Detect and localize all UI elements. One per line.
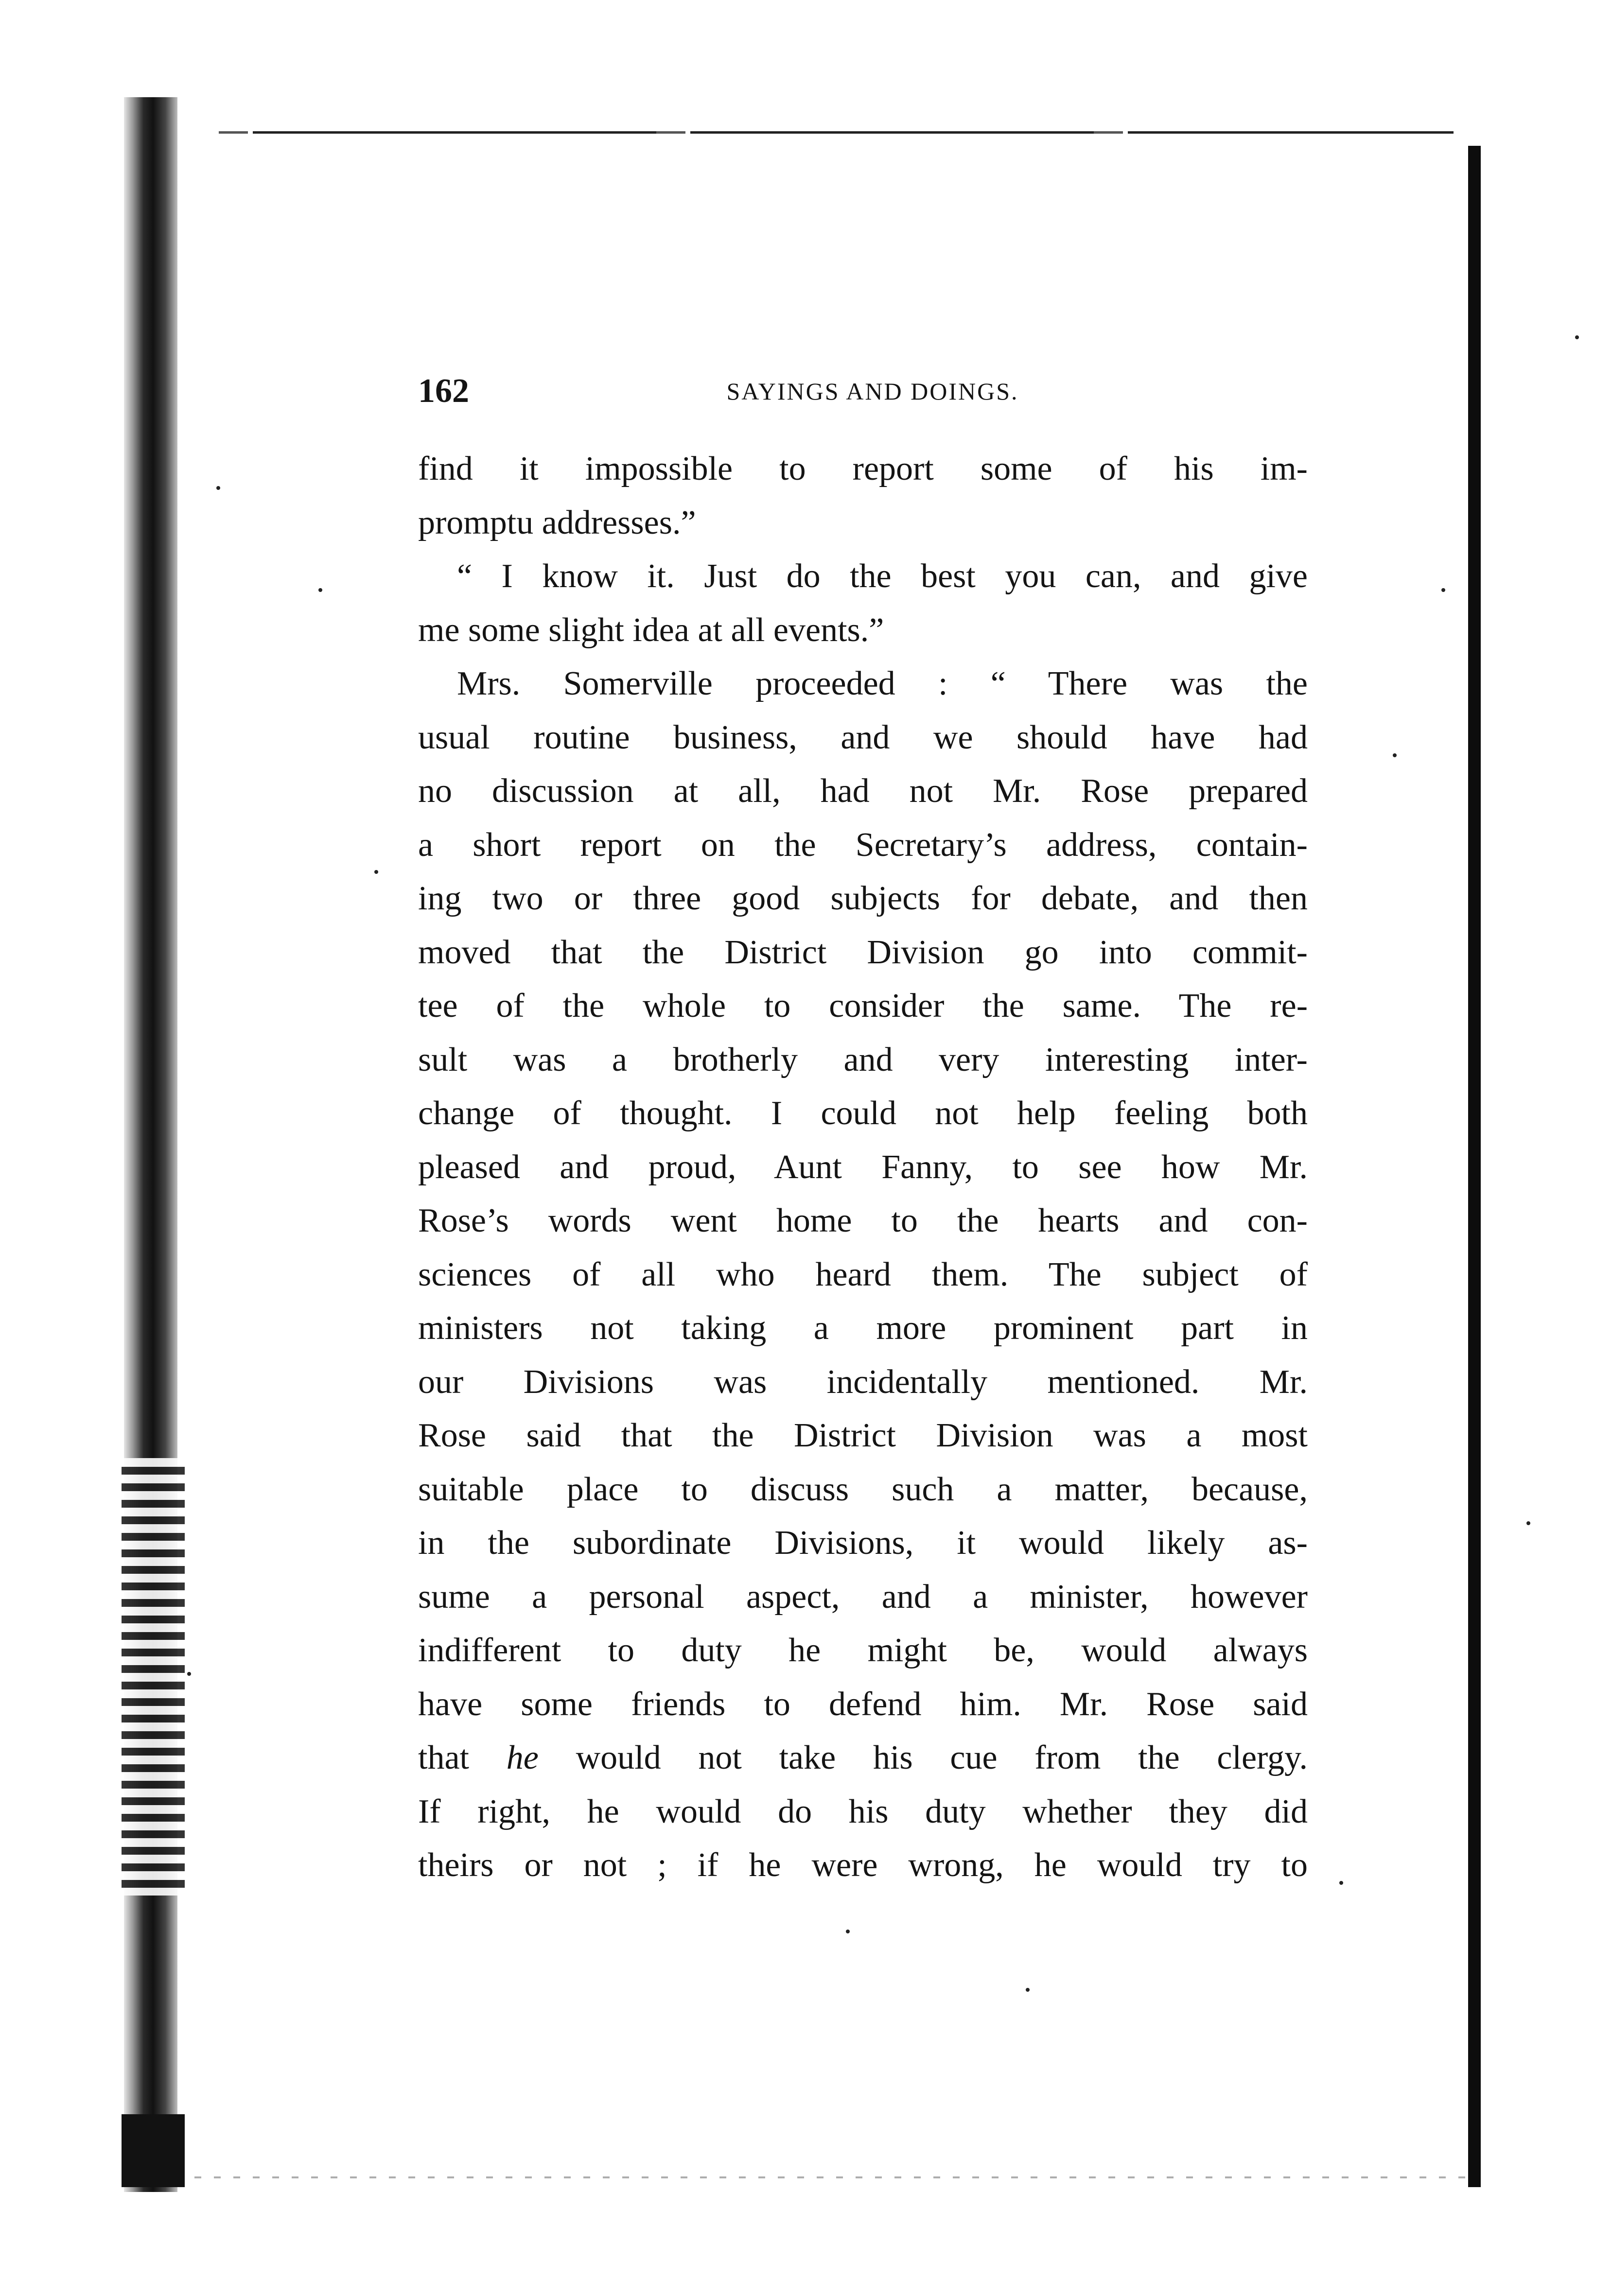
text-line: our Divisions was incidentally mentioned. Mr. [418,1363,1308,1401]
dust-speck [1339,1881,1343,1885]
text-line: ing two or three good subjects for debate, and then [418,880,1308,917]
dust-speck [374,870,378,874]
text-line: If right, he would do his duty whether they did [418,1792,1308,1830]
dust-speck [846,1930,850,1933]
text-line: promptu addresses.” [418,504,696,541]
text-line-with-italic [418,1731,1308,1785]
text-run: would not take his cue from the clergy. [576,1739,1308,1776]
page-number: 162 [418,372,469,410]
dust-speck [187,1672,191,1676]
text-line: usual routine business, and we should have had [418,718,1308,756]
dust-speck [216,486,220,490]
text-line: Mrs. Somerville proceeded : “ There was the [457,665,1308,702]
text-line: tee of the whole to consider the same. The re- [418,987,1308,1025]
dust-speck [318,588,322,592]
scan-barcode-strip [122,1458,185,1896]
text-line: “ I know it. Just do the best you can, and give [457,557,1308,595]
text-line: Rose’s words went home to the hearts and con- [418,1202,1308,1239]
scan-edge-shadow-right [1468,146,1481,2187]
dust-speck [1026,1988,1030,1992]
text-line: pleased and proud, Aunt Fanny, to see how Mr. [418,1148,1308,1186]
text-line: indifferent to duty he might be, would always [418,1632,1308,1669]
text-line: a short report on the Secretary’s address, contain- [418,826,1308,864]
text-run: that [418,1739,469,1776]
text-line: moved that the District Division go into commit- [418,933,1308,971]
text-line: sult was a brotherly and very interesting inter- [418,1041,1308,1078]
text-line: suitable place to discuss such a matter, because, [418,1470,1308,1508]
text-line: sciences of all who heard them. The subject of [418,1255,1308,1293]
text-line: have some friends to defend him. Mr. Rose said [418,1685,1308,1723]
text-line: change of thought. I could not help feeling both [418,1095,1308,1132]
dust-speck [1441,588,1445,592]
running-head: SAYINGS AND DOINGS. [726,378,1019,405]
text-line: ministers not taking a more prominent part in [418,1309,1308,1347]
text-line: theirs or not ; if he were wrong, he would try to [418,1846,1308,1884]
text-line: me some slight idea at all events.” [418,611,884,649]
body-text [418,442,1308,1893]
text-line: find it impossible to report some of his im- [418,450,1308,487]
page-header [418,369,1308,413]
text-line: no discussion at all, had not Mr. Rose prepared [418,772,1308,810]
dust-speck [1575,335,1579,339]
text-line: Rose said that the District Division was a most [418,1417,1308,1454]
italic-word: he [506,1739,539,1776]
dust-speck [1526,1521,1530,1525]
text-line: in the subordinate Divisions, it would likely as- [418,1524,1308,1562]
scan-edge-block [122,2114,185,2187]
scan-bottom-rule [194,2176,1468,2178]
dust-speck [1393,753,1397,757]
scan-top-rule [219,131,1454,134]
text-line: sume a personal aspect, and a minister, however [418,1578,1308,1616]
